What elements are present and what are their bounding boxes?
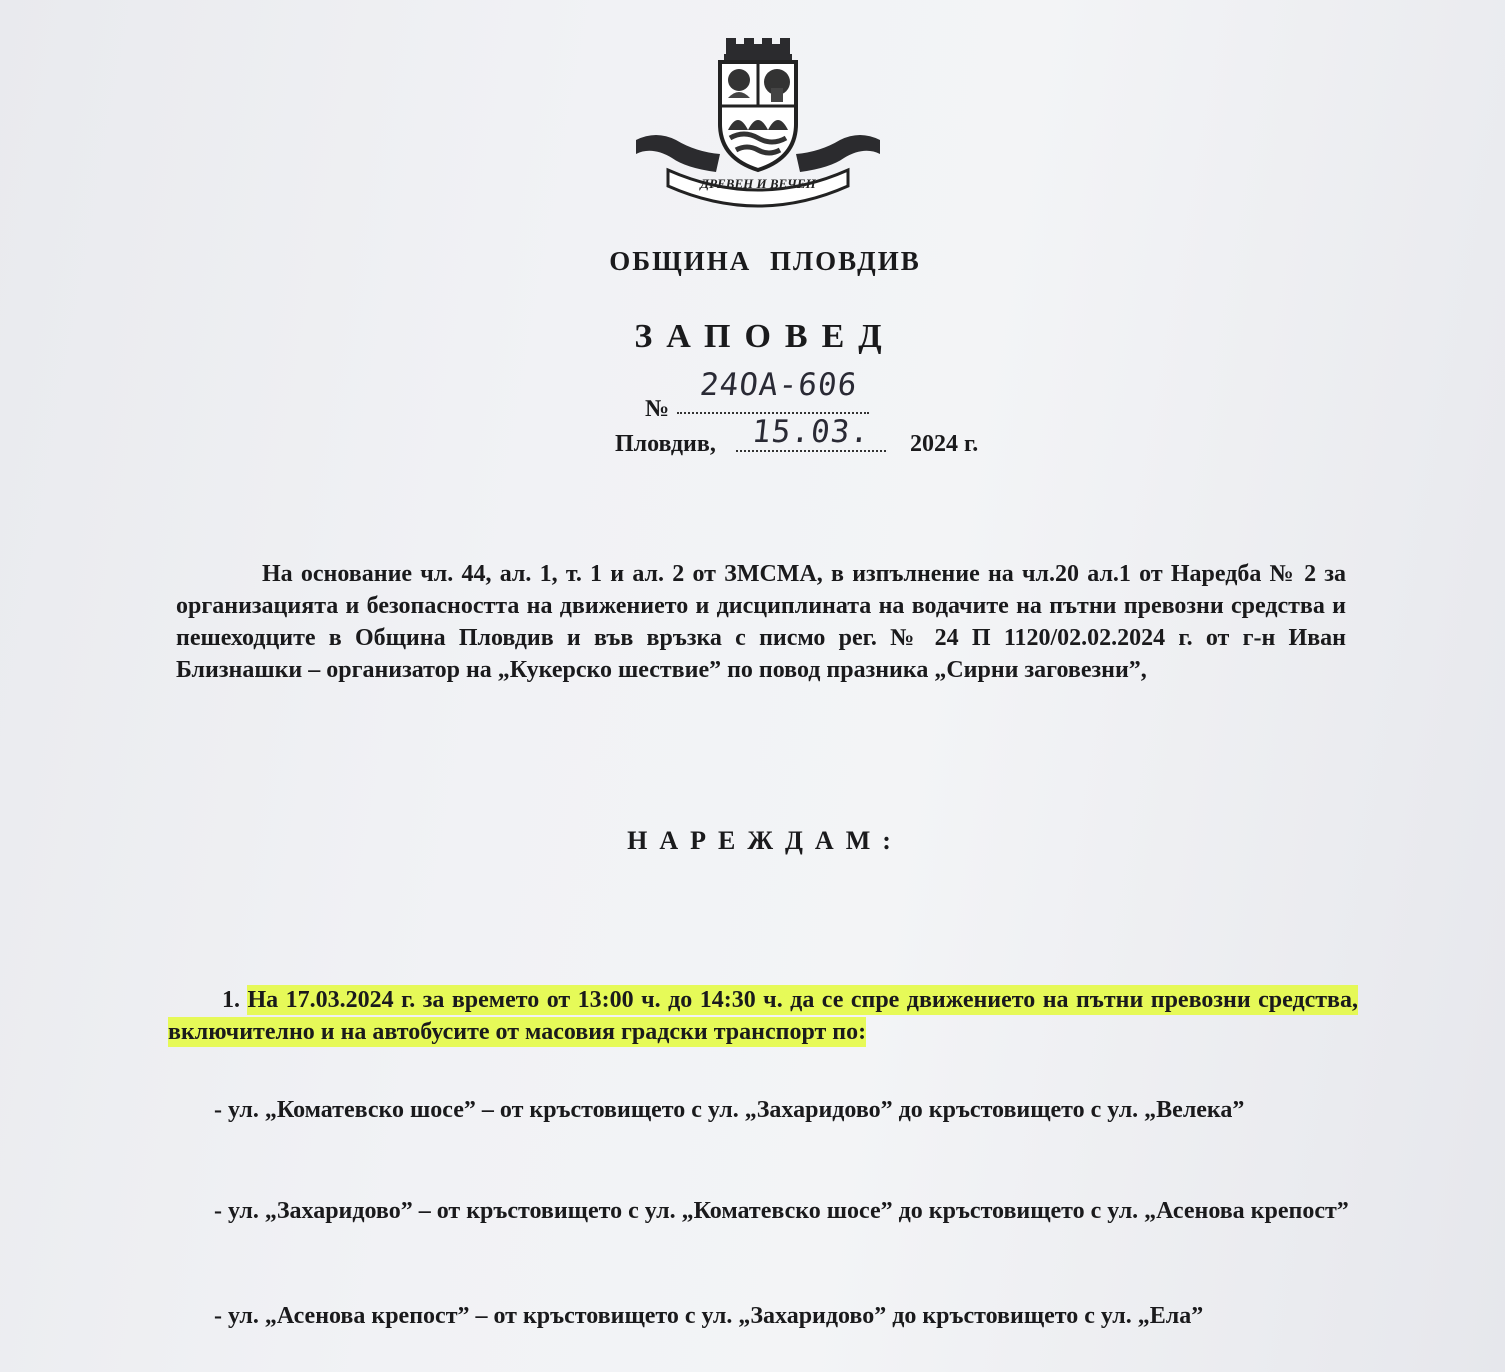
municipality-name: ОБЩИНА ПЛОВДИВ (609, 246, 921, 276)
crest-motto: ДРЕВЕН И ВЕЧЕН (700, 176, 816, 191)
street-item: - ул. „Асенова крепост” – от кръстовището с ул. „Захаридово” до кръстовището с ул. „Ела” (214, 1303, 1204, 1329)
preamble-paragraph: На основание чл. 44, ал. 1, т. 1 и ал. 2 от ЗМСМА, в изпълнение на чл.20 ал.1 от Наредба № 2 за организацията и безопасността на движението и дисциплината на водачите на пътни превозни средства и пешеходците в Община Пловдив и във връзка с писмо рег. № 24 П 1120/02.02.2024 г. от г-н Иван Близнашки – организатор на „Кукерско шествие” по повод празника „Сирни заговезни”, (176, 561, 1346, 683)
decree-heading: НАРЕЖДАМ: (627, 826, 903, 855)
document-title: ЗАПОВЕД (634, 318, 896, 355)
number-label: № (645, 396, 670, 422)
order-item-1 (168, 984, 1358, 1048)
street-item: - ул. „Захаридово” – от кръстовището с ул. „Коматевско шосе” до кръстовището с ул. „Асенова крепост” (214, 1198, 1349, 1224)
plovdiv-coat-of-arms-icon (628, 30, 888, 210)
year-label: 2024 г. (910, 431, 979, 457)
city-label: Пловдив, (615, 431, 716, 457)
highlighted-text: На 17.03.2024 г. за времето от 13:00 ч. до 14:30 ч. да се спре движението на пътни превозни средства, включително и на автобусите от масовия градски транспорт по: (168, 987, 1359, 1045)
item-number: 1. (222, 987, 248, 1013)
handwritten-order-number: 24ОА-606 (698, 367, 860, 403)
street-item: - ул. „Коматевско шосе” – от кръстовището с ул. „Захаридово” до кръстовището с ул. „Велека” (214, 1097, 1245, 1123)
date-dotted-line (736, 450, 886, 452)
handwritten-date: 15.03. (750, 414, 872, 450)
